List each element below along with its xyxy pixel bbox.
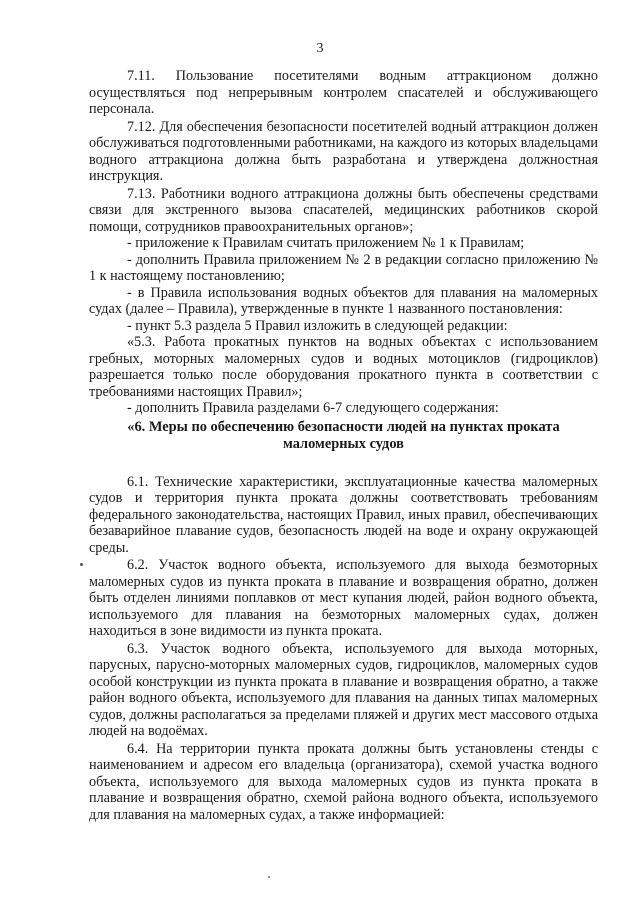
paragraph-sections-add: - дополнить Правила разделами 6-7 следующего содержания: [127, 400, 499, 416]
page-number: 3 [316, 41, 324, 56]
footer-dot [268, 876, 270, 878]
section-6-heading: «6. Меры по обеспечению безопасности людей на пунктах проката маломерных судов [127, 418, 560, 452]
document-body [89, 68, 598, 823]
paragraph-6-2: 6.2. Участок водного объекта, используемого для выхода безмоторных маломерных судов из пункта проката в плавание и возвращения обратно, должен быть отделен линиями поплавков от мест купания людей, район водного объекта, используемого для плавания на безмоторных маломерных судах, должен находиться в зоне видимости из пункта проката. [89, 557, 598, 639]
paragraph-6-4: 6.4. На территории пункта проката должны быть установлены стенды с наименованием и адресом его владельца (организатора), схемой участка водного объекта, используемого для выхода маломерных судов из пункта проката в плавание и возвращения обратно, схемой района водного объекта, используемого для плавания на маломерных судах, а также информацией: [89, 740, 598, 823]
paragraph-7-12: 7.12. Для обеспечения безопасности посетителей водный аттракцион должен обслуживаться подготовленными работниками, на каждого из которых владельцами водного аттракциона должна быть разработана и утверждена должностная инструкция. [89, 118, 598, 184]
paragraph-appendix-rename: - приложение к Правилам считать приложением № 1 к Правилам; [127, 235, 525, 251]
paragraph-rules-amend: - в Правила использования водных объектов для плавания на маломерных судах (далее – Правила), утвержденные в пункте 1 названного постановления: [89, 284, 598, 317]
paragraph-6-3: 6.3. Участок водного объекта, используемого для выхода моторных, парусных, парусно-моторных маломерных судов, гидроциклов, маломерных судов особой конструкции из пункта проката в плавание и возвращения обратно, а также район водного объекта, используемого для плавания на данных типах маломерных судов, должны располагаться за пределами пляжей и других мест массового отдыха людей на водоёмах. [89, 640, 598, 739]
paragraph-7-11: 7.11. Пользование посетителями водным аттракционом должно осуществляться под непрерывным контролем спасателей и обслуживающего персонала. [89, 68, 598, 117]
paragraph-point-5-3-text: «5.3. Работа прокатных пунктов на водных объектах с использованием гребных, моторных маломерных судов и водных мотоциклов (гидроциклов) разрешается только после оборудования прокатного пункта в соответствии с требованиями настоящих Правил»; [89, 334, 598, 400]
paragraph-appendix-add: - дополнить Правила приложением № 2 в редакции согласно приложению № 1 к настоящему постановлению; [89, 251, 598, 284]
margin-dot [80, 563, 83, 566]
paragraph-6-1: 6.1. Технические характеристики, эксплуатационные качества маломерных судов и территория пункта проката должны соответствовать требованиям федерального законодательства, настоящих Правил, иных правил, обеспечивающих безаварийное плавание судов, безопасность людей на воде и охрану окружающей среды. [89, 473, 598, 556]
paragraph-7-13: 7.13. Работники водного аттракциона должны быть обеспечены средствами связи для экстренного вызова спасателей, медицинских работников скорой помощи, сотрудников правоохранительных органов»; [89, 185, 598, 235]
paragraph-point-5-3-intro: - пункт 5.3 раздела 5 Правил изложить в следующей редакции: [127, 317, 508, 334]
